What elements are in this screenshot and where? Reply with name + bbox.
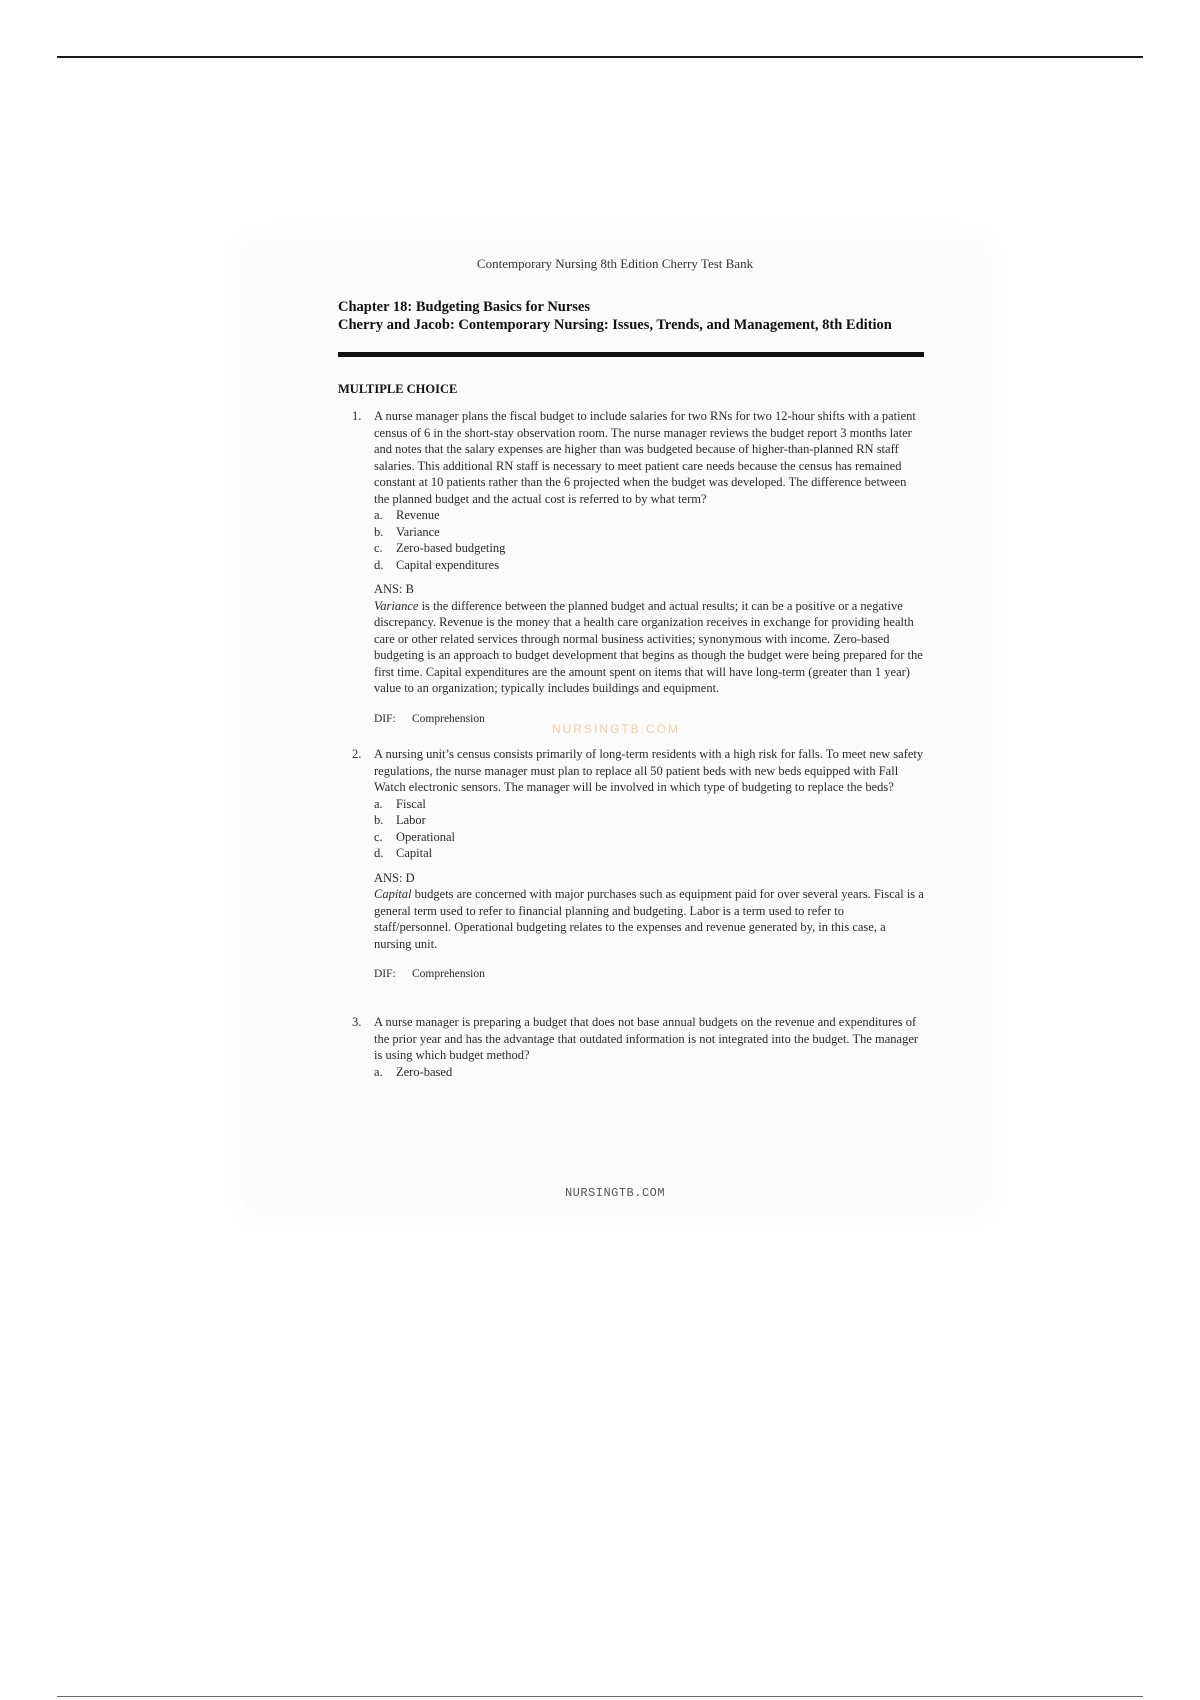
option-a: a. Zero-based — [374, 1064, 453, 1079]
bottom-rule — [57, 1696, 1143, 1697]
option-c: c. Operational — [374, 829, 456, 844]
section-title: MULTIPLE CHOICE — [338, 382, 458, 396]
answer: ANS: D — [374, 870, 415, 885]
question-text: A nurse manager plans the fiscal budget to include salaries for two RNs for two 12-hour shifts with a patient census of 6 in the short-stay observation room. The nurse manager reviews the budget report 3 months later and notes that the salary expenses are higher than was budgeted because of higher-than-planned RN staff salaries. This additional RN staff is necessary to meet patient care needs because the census has remained constant at 10 patients rather than the 6 projected when the budget was developed. The difference between the planned budget and the actual cost is referred to by what term? — [374, 409, 916, 506]
question-2 — [352, 746, 924, 983]
rationale: Variance is the difference between the planned budget and actual results; it can be a positive or a negative discrepancy. Revenue is the money that a health care organization receives in exchange for providing health care or other related services through normal business activities; synonymous with income. Zero-based budgeting is an approach to budget development that begins as though the budget were being prepared for the first time. Capital expenditures are the amount spent on items that will have long-term (greater than 1 year) value to an organization; typically includes buildings and equipment. — [374, 598, 923, 695]
option-c: c. Zero-based budgeting — [374, 541, 506, 555]
document-page — [256, 252, 974, 1202]
rationale: Capital budgets are concerned with major purchases such as equipment paid for over several years. Fiscal is a general term used to refer to financial planning and budgeting. Labor is a term used to refer to staff/personnel. Operational budgeting relates to the expenses and revenue generated by, in this case, a nursing unit. — [374, 887, 924, 951]
rationale-term: Capital — [374, 887, 412, 901]
option-d: d. Capital — [374, 846, 433, 860]
rationale-term: Variance — [374, 598, 419, 613]
page-footer: NURSINGTB.COM — [564, 1186, 666, 1200]
answer: ANS: B — [374, 582, 414, 596]
heading-rule — [338, 352, 924, 357]
option-a: a. Fiscal — [374, 796, 426, 811]
book-title: Cherry and Jacob: Contemporary Nursing: Issues, Trends, and Management, 8th Edition — [338, 317, 892, 333]
watermark-text: NURSINGTB.COM — [552, 722, 680, 736]
difficulty: DIF: Comprehension — [374, 712, 485, 725]
top-rule — [57, 56, 1143, 58]
difficulty: DIF: Comprehension — [374, 968, 485, 980]
question-number: 3. — [352, 1015, 362, 1029]
question-text: A nursing unit’s census consists primarily of long-term residents with a high risk for falls. To meet new safety regulations, the nurse manager must plan to replace all 50 patient beds with new beds equipped with Fall Watch electronic sensors. The manager will be involved in which type of budgeting to replace the beds? — [374, 747, 924, 794]
question-number: 1. — [352, 409, 362, 423]
option-b: b. Labor — [374, 813, 426, 827]
option-d: d. Capital expenditures — [374, 557, 500, 572]
chapter-title: Chapter 18: Budgeting Basics for Nurses — [338, 299, 591, 315]
option-a: a. Revenue — [374, 508, 440, 522]
question-number: 2. — [352, 747, 362, 761]
question-3 — [352, 1014, 924, 1080]
doc-header: Contemporary Nursing 8th Edition Cherry Test Bank — [476, 256, 754, 271]
question-1 — [352, 408, 924, 727]
question-text: A nurse manager is preparing a budget that does not base annual budgets on the revenue and expenditures of the prior year and has the advantage that outdated information is not integrated into the budget. The manager is using which budget method? — [374, 1015, 919, 1062]
option-b: b. Variance — [374, 524, 440, 539]
chapter-heading — [338, 298, 938, 334]
